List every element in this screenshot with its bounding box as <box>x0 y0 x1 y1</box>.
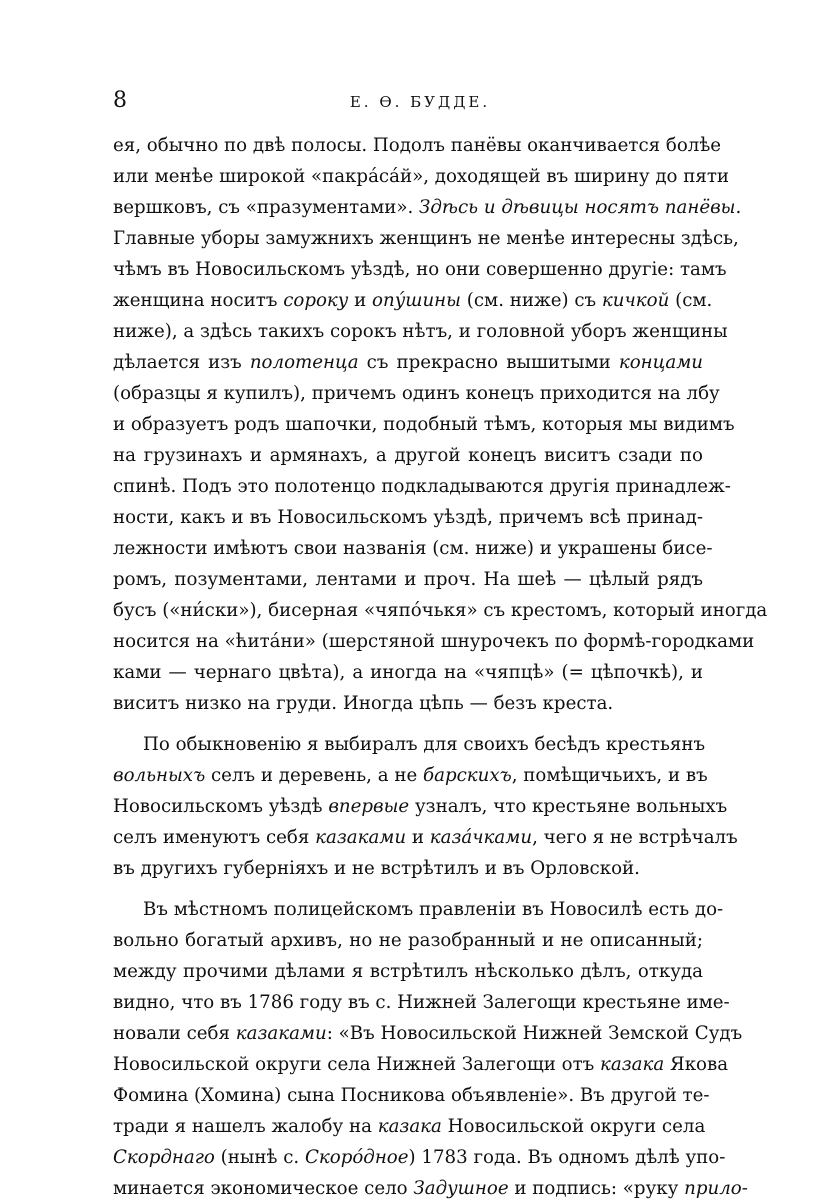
text-line: Новосильскомъ уѣздѣ впервые узналъ, что крестьяне вольныхъ <box>113 796 728 817</box>
text-line: (образцы я купилъ), причемъ одинъ конецъ приходится на лбу <box>113 383 720 404</box>
paragraph <box>113 729 738 884</box>
text-line: По обыкновенію я выбиралъ для своихъ бесѣдъ крестьянъ <box>143 734 706 755</box>
text-line: спинѣ. Подъ это полотенцо подкладываются другія принадлеж- <box>113 476 731 497</box>
text-line: Скорднаго (нынѣ с. Скоро́дное) 1783 года. Въ одномъ дѣлѣ упо- <box>113 1147 726 1168</box>
text-line: ниже), а здѣсь такихъ сорокъ нѣтъ, и головной уборъ женщины <box>113 321 728 342</box>
running-head: Е. Ѳ. БУДДЕ. <box>349 93 491 111</box>
text-line: дѣлается изъ полотенца съ прекрасно вышитыми концами <box>113 352 703 373</box>
text-line: виситъ низко на груди. Иногда цѣпь — безъ креста. <box>113 693 614 714</box>
paragraph <box>113 130 768 719</box>
text-line: вольно богатый архивъ, но не разобранный и не описанный; <box>113 930 703 951</box>
text-line: и образуетъ родъ шапочки, подобный тѣмъ, которыя мы видимъ <box>113 414 735 435</box>
text-line: или менѣе широкой «пакра́са́й», доходящей въ ширину до пяти <box>113 166 730 187</box>
text-line: селъ именуютъ себя казаками и каза́чками, чего я не встрѣчалъ <box>113 827 738 848</box>
text-line: женщина носитъ сороку и опу́шины (см. ниже) съ кичкой (см. <box>113 290 713 311</box>
body-text <box>113 130 768 1204</box>
text-line: вершковъ, съ «празументами». Здѣсь и дѣвицы носятъ панёвы. <box>113 197 742 218</box>
text-line: тради я нашелъ жалобу на казака Новосильской округи села <box>113 1116 706 1137</box>
text-line: носится на «ћита́ни» (шерстяной шнурочекъ по формѣ-городками <box>113 631 755 652</box>
text-line: чѣмъ въ Новосильскомъ уѣздѣ, но они совершенно другіе: тамъ <box>113 259 727 280</box>
page-number: 8 <box>113 88 127 113</box>
text-line: Въ мѣстномъ полицейскомъ правленіи въ Новосилѣ есть до- <box>143 899 724 920</box>
text-line: ея, обычно по двѣ полосы. Подолъ панёвы оканчивается болѣе <box>113 135 722 156</box>
text-line: ности, какъ и въ Новосильскомъ уѣздѣ, причемъ всѣ принад- <box>113 507 703 528</box>
text-line: Новосильской округи села Нижней Залегощи отъ казака Якова <box>113 1054 729 1075</box>
text-line: вольныхъ селъ и деревень, а не барскихъ, помѣщичьихъ, и въ <box>113 765 708 786</box>
text-line: лежности имѣютъ свои названія (см. ниже) и украшены бисе- <box>113 538 713 559</box>
text-line: видно, что въ 1786 году въ с. Нижней Залегощи крестьяне име- <box>113 992 730 1013</box>
text-line: минается экономическое село Задушное и подпись: «руку прило- <box>113 1178 748 1199</box>
text-line: ками — чернаго цвѣта), а иногда на «чяпцѣ» (= цѣпочкѣ), и <box>113 662 703 683</box>
text-line: новали себя казаками: «Въ Новосильской Нижней Земской Судъ <box>113 1023 743 1044</box>
text-line: на грузинахъ и армянахъ, а другой конецъ виситъ сзади по <box>113 445 703 466</box>
text-line: въ другихъ губерніяхъ и не встрѣтилъ и въ Орловской. <box>113 858 640 879</box>
text-line: бусъ («ни́ски»), бисерная «чяпо́чькя» съ крестомъ, который иногда <box>113 600 768 621</box>
text-line: между прочими дѣлами я встрѣтилъ нѣсколько дѣлъ, откуда <box>113 961 703 982</box>
paragraph <box>113 894 748 1204</box>
text-line: Фомина (Хомина) сына Посникова объявленіе». Въ другой те- <box>113 1085 710 1106</box>
text-line: Главные уборы замужнихъ женщинъ не менѣе интересны здѣсь, <box>113 228 739 249</box>
text-line: ромъ, позументами, лентами и проч. На шеѣ — цѣлый рядъ <box>113 569 703 590</box>
